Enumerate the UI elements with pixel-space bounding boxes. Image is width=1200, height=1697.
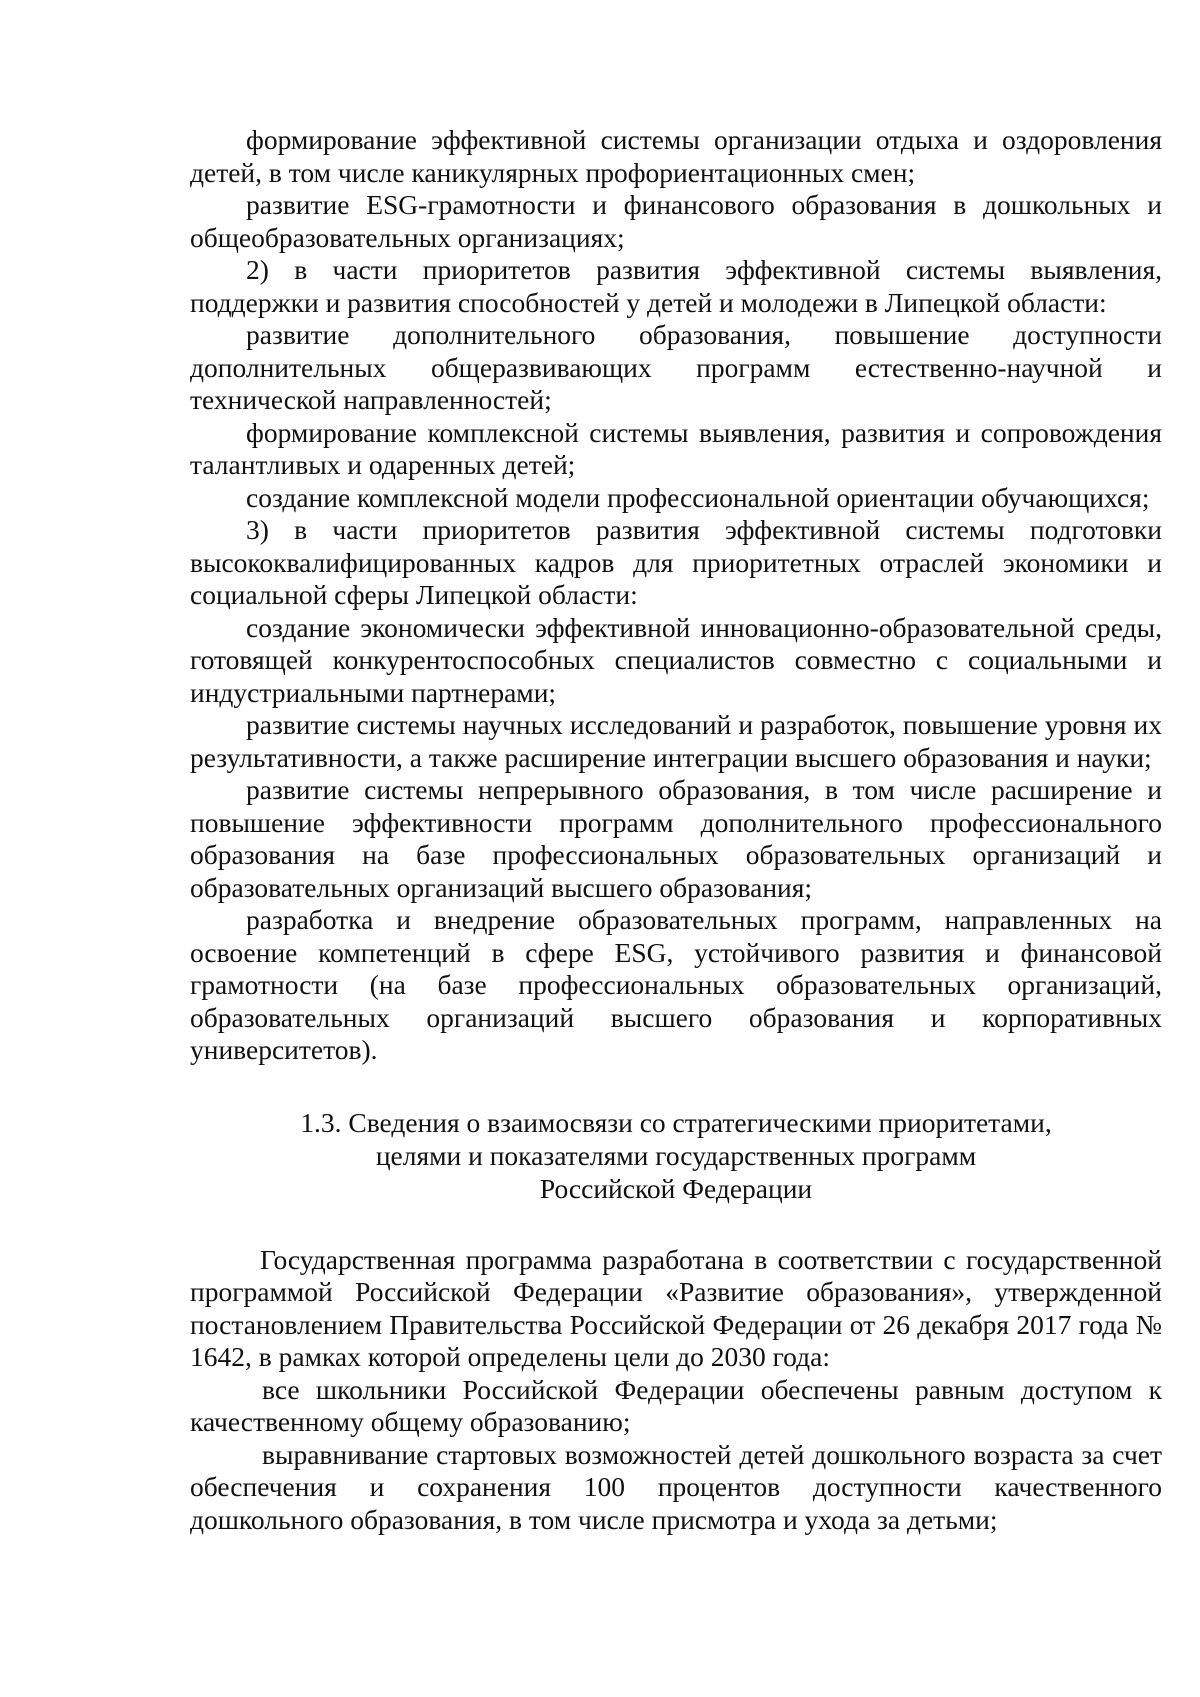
heading-line-2: целями и показателями государственных программ — [375, 1139, 977, 1171]
paragraph-esg-literacy: развитие ESG-грамотности и финансового образования в дошкольных и общеобразовательных организациях; — [190, 189, 1162, 253]
paragraph-preschool-access: выравнивание стартовых возможностей детей дошкольного возраста за счет обеспечения и сохранения 100 процентов доступности качественного дошкольного образования, в том числе присмотра и ухода за детьми; — [190, 1438, 1162, 1535]
paragraph-research-development: развитие системы научных исследований и разработок, повышение уровня их результативности, а также расширение интеграции высшего образования и науки; — [190, 709, 1162, 773]
priorities-list — [190, 124, 1162, 1067]
paragraph-talented-children: формирование комплексной системы выявления, развития и сопровождения талантливых и одаренных детей; — [190, 416, 1162, 480]
paragraph-additional-education: развитие дополнительного образования, повышение доступности дополнительных общеразвивающих программ естественно-научной и технической направленностей; — [190, 319, 1162, 415]
section-heading — [190, 1106, 1162, 1205]
paragraph-priority-2: 2) в части приоритетов развития эффективной системы выявления, поддержки и развития способностей у детей и молодежи в Липецкой области: — [190, 254, 1162, 318]
heading-line-1: 1.3. Сведения о взаимосвязи со стратегическими приоритетами, — [300, 1106, 1052, 1138]
paragraph-esg-programs: разработка и внедрение образовательных программ, направленных на освоение компетенций в сфере ESG, устойчивого развития и финансовой грамотности (на базе профессиональных образовательных организаций, образовательных организаций высшего образования и корпоративных университетов). — [190, 904, 1162, 1065]
paragraph-priority-3: 3) в части приоритетов развития эффективной системы подготовки высококвалифицированных кадров для приоритетных отраслей экономики и социальной сферы Липецкой области: — [190, 514, 1162, 610]
paragraph-innovation-environment: создание экономически эффективной инновационно-образовательной среды, готовящей конкурентоспособных специалистов совместно с социальными и индустриальными партнерами; — [190, 611, 1162, 708]
federal-goals-list — [190, 1244, 1162, 1537]
paragraph-continuous-education: развитие системы непрерывного образования, в том числе расширение и повышение эффективности программ дополнительного профессионального образования на базе профессиональных образовательных организаций и образовательных организаций высшего образования; — [190, 774, 1162, 903]
paragraph-federal-program: Государственная программа разработана в соответствии с государственной программой Российской Федерации «Развитие образования», утвержденной постановлением Правительства Российской Федерации от 26 декабря 2017 года № 1642, в рамках которой определены цели до 2030 года: — [190, 1243, 1162, 1372]
heading-line-3: Российской Федерации — [539, 1172, 813, 1204]
document-body — [190, 124, 1162, 1536]
paragraph-school-access: все школьники Российской Федерации обеспечены равным доступом к качественному общему образованию; — [190, 1373, 1162, 1437]
paragraph-career-guidance: создание комплексной модели профессиональной ориентации обучающихся; — [246, 481, 1150, 513]
paragraph-recreation-system: формирование эффективной системы организации отдыха и оздоровления детей, в том числе каникулярных профориентационных смен; — [190, 124, 1162, 188]
